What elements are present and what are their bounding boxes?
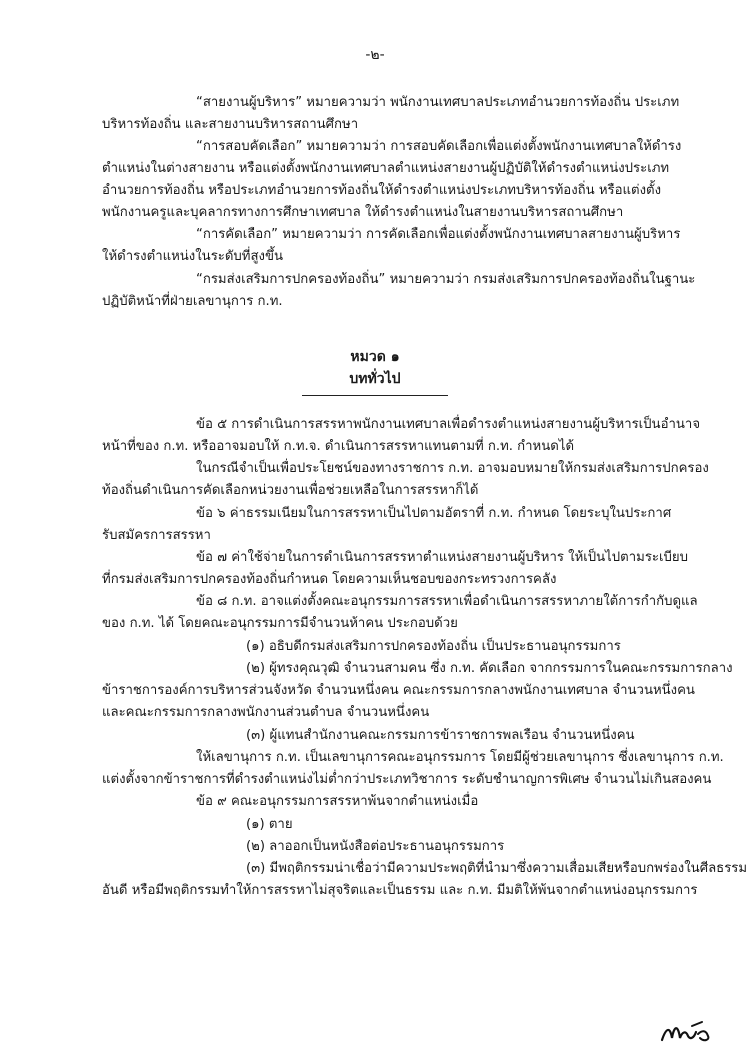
definition-line: “การคัดเลือก” หมายความว่า การคัดเลือกเพื่อแต่งตั้งพนักงานเทศบาลสายงานผู้บริหาร xyxy=(196,227,681,242)
chapter-number: หมวด ๑ xyxy=(350,349,400,365)
chapter-title: บททั่วไป xyxy=(349,371,401,387)
handwritten-initials xyxy=(658,1014,718,1050)
definition-line: “การสอบคัดเลือก” หมายความว่า การสอบคัดเลือกเพื่อแต่งตั้งพนักงานเทศบาลให้ดำรง xyxy=(196,139,682,154)
page-number: -๒- xyxy=(365,47,385,63)
article-line: ท้องถิ่นดำเนินการคัดเลือกหน่วยงานเพื่อช่วยเหลือในการสรรหาก็ได้ xyxy=(102,483,479,498)
member-item: (๑) อธิบดีกรมส่งเสริมการปกครองท้องถิ่น เป็นประธานอนุกรรมการ xyxy=(246,639,621,654)
article-line: ข้อ ๖ ค่าธรรมเนียมในการสรรหาเป็นไปตามอัตราที่ ก.ท. กำหนด โดยระบุในประกาศ xyxy=(196,506,672,521)
termination-item: (๒) ลาออกเป็นหนังสือต่อประธานอนุกรรมการ xyxy=(246,839,505,854)
article-line: ข้อ ๘ ก.ท. อาจแต่งตั้งคณะอนุกรรมการสรรหาเพื่อดำเนินการสรรหาภายใต้การกำกับดูแล xyxy=(196,594,698,609)
termination-item-line: อันดี หรือมีพฤติกรรมทำให้การสรรหาไม่สุจริตและเป็นธรรม และ ก.ท. มีมติให้พ้นจากตำแหน่งอนุกรรมการ xyxy=(102,883,698,898)
article-line: หน้าที่ของ ก.ท. หรืออาจมอบให้ ก.ท.จ. ดำเนินการสรรหาแทนตามที่ ก.ท. กำหนดได้ xyxy=(102,439,575,454)
definition-line: ตำแหน่งในต่างสายงาน หรือแต่งตั้งพนักงานเทศบาลตำแหน่งสายงานผู้ปฏิบัติให้ดำรงตำแหน่งประเภท xyxy=(102,161,670,176)
definition-line: “สายงานผู้บริหาร” หมายความว่า พนักงานเทศบาลประเภทอำนวยการท้องถิ่น ประเภท xyxy=(196,95,680,110)
article-line: ที่กรมส่งเสริมการปกครองท้องถิ่นกำหนด โดยความเห็นชอบของกระทรวงการคลัง xyxy=(102,572,557,587)
definition-line: พนักงานครูและบุคลากรทางการศึกษาเทศบาล ให้ดำรงตำแหน่งในสายงานบริหารสถานศึกษา xyxy=(102,205,624,220)
article-line: รับสมัครการสรรหา xyxy=(102,528,211,543)
secretary-line: แต่งตั้งจากข้าราชการที่ดำรงตำแหน่งไม่ต่ำกว่าประเภทวิชาการ ระดับชำนาญการพิเศษ จำนวนไม่เกินสองคน xyxy=(102,772,712,787)
chapter-divider xyxy=(302,395,448,396)
member-item: (๓) ผู้แทนสำนักงานคณะกรรมการข้าราชการพลเรือน จำนวนหนึ่งคน xyxy=(246,728,635,743)
secretary-line: ให้เลขานุการ ก.ท. เป็นเลขานุการคณะอนุกรรมการ โดยมีผู้ช่วยเลขานุการ ซึ่งเลขานุการ ก.ท. xyxy=(196,750,724,765)
termination-item: (๑) ตาย xyxy=(246,817,293,832)
article-line: ในกรณีจำเป็นเพื่อประโยชน์ของทางราชการ ก.ท. อาจมอบหมายให้กรมส่งเสริมการปกครอง xyxy=(196,461,709,476)
article-line: ข้อ ๕ การดำเนินการสรรหาพนักงานเทศบาลเพื่อดำรงตำแหน่งสายงานผู้บริหารเป็นอำนาจ xyxy=(196,417,701,432)
member-item-line: ข้าราชการองค์การบริหารส่วนจังหวัด จำนวนหนึ่งคน คณะกรรมการกลางพนักงานเทศบาล จำนวนหนึ่งคน xyxy=(102,683,695,698)
article-line: ข้อ ๗ ค่าใช้จ่ายในการดำเนินการสรรหาตำแหน่งสายงานผู้บริหาร ให้เป็นไปตามระเบียบ xyxy=(196,550,688,565)
definition-line: ปฏิบัติหน้าที่ฝ่ายเลขานุการ ก.ท. xyxy=(102,294,283,309)
member-item: (๒) ผู้ทรงคุณวุฒิ จำนวนสามคน ซึ่ง ก.ท. คัดเลือก จากกรรมการในคณะกรรมการกลาง xyxy=(246,661,733,676)
article-9: ข้อ ๙ คณะอนุกรรมการสรรหาพ้นจากตำแหน่งเมื่อ xyxy=(196,794,479,809)
definition-line: ให้ดำรงตำแหน่งในระดับที่สูงขึ้น xyxy=(102,249,284,264)
article-line: ของ ก.ท. ได้ โดยคณะอนุกรรมการมีจำนวนห้าคน ประกอบด้วย xyxy=(102,616,458,631)
member-item-line: และคณะกรรมการกลางพนักงานส่วนตำบล จำนวนหนึ่งคน xyxy=(102,705,430,720)
definition-line: บริหารท้องถิ่น และสายงานบริหารสถานศึกษา xyxy=(102,117,359,132)
definition-line: อำนวยการท้องถิ่น หรือประเภทอำนวยการท้องถิ่นให้ดำรงตำแหน่งประเภทบริหารท้องถิ่น หรือแต่งตั้ง xyxy=(102,183,662,198)
termination-item: (๓) มีพฤติกรรมน่าเชื่อว่ามีความประพฤติที่นำมาซึ่งความเสื่อมเสียหรือบกพร่องในศีลธรรม xyxy=(246,861,748,876)
definition-line: “กรมส่งเสริมการปกครองท้องถิ่น” หมายความว่า กรมส่งเสริมการปกครองท้องถิ่นในฐานะ xyxy=(196,272,696,287)
